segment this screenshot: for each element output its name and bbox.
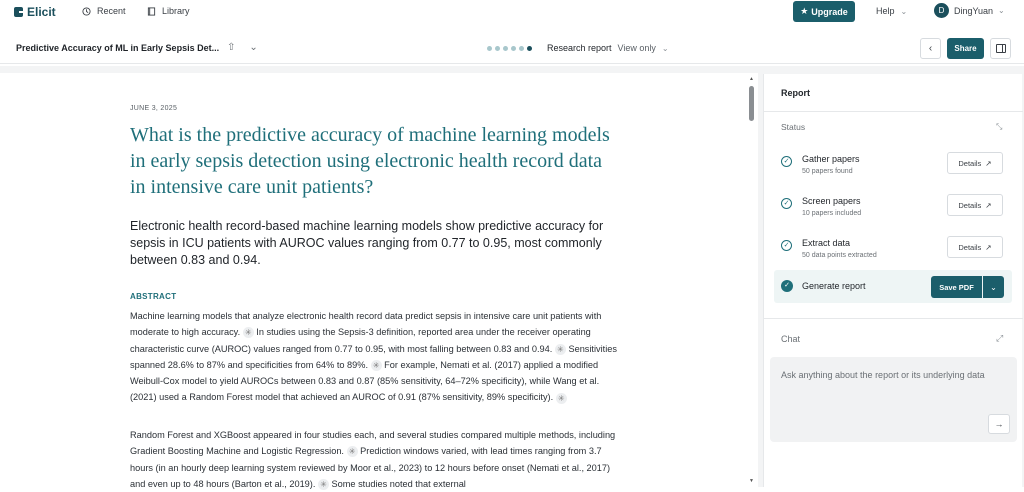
abstract-sentence: In studies using the Sepsis-3 definition, reported area under the receiver operating characteristic curve (AUROC) values ranged from 0.77 to 0.95, with most falling between 0.83 and 0.94. xyxy=(130,327,591,354)
chat-label: Chat xyxy=(781,334,801,344)
details-button[interactable] xyxy=(947,236,1003,258)
details-button[interactable] xyxy=(947,194,1003,216)
divider xyxy=(764,318,1023,319)
clock-icon xyxy=(82,7,91,16)
chevron-down-icon: ⌄ xyxy=(661,43,669,53)
progress-dot xyxy=(519,46,524,51)
chevron-down-icon: ⌄ xyxy=(998,6,1005,15)
report-summary: Electronic health record-based machine learning models show predictive accuracy for sepsis in ICU patients with AUROC values ranging from 0.77 to 0.95, most commonly between 0.83 and 0.94. xyxy=(130,219,604,267)
abstract-sentence: Sensitivities spanned 28.6% to 87% and specificities from 64% to 89%. xyxy=(130,343,617,370)
citation-marker[interactable]: ✳ xyxy=(555,344,566,355)
arrow-up-right-icon: ↗ xyxy=(985,200,992,210)
save-pdf-dropdown[interactable] xyxy=(983,276,1004,298)
abstract-paragraph-1 xyxy=(130,308,620,406)
avatar: D xyxy=(934,3,949,18)
details-label: Details xyxy=(958,200,982,210)
elicit-logo-icon xyxy=(14,7,23,17)
step-name: Screen papers xyxy=(802,196,861,206)
help-label: Help xyxy=(876,6,895,16)
step-gather-papers xyxy=(781,152,1011,188)
share-button[interactable]: Share xyxy=(947,38,984,59)
chevron-down-icon: ⌄ xyxy=(990,282,997,292)
arrow-up-right-icon: ↗ xyxy=(985,158,992,168)
progress-dot xyxy=(511,46,516,51)
citation-marker[interactable]: ✳ xyxy=(347,446,358,457)
abstract-sentence: Machine learning models that analyze electronic health record data predict sepsis in intensive care unit patients with moderate to high accuracy. xyxy=(130,311,602,338)
abstract-sentence: Some studies noted that external xyxy=(331,478,466,489)
check-circle-icon: ✓ xyxy=(781,240,792,251)
citation-marker[interactable]: ✳ xyxy=(243,327,254,338)
divider xyxy=(764,111,1023,112)
logo-text: Elicit xyxy=(27,5,56,19)
mode-label: Research report xyxy=(547,43,612,53)
arrow-up-right-icon: ↗ xyxy=(985,242,992,252)
report-sidebar xyxy=(763,74,1022,487)
collapse-icon[interactable]: ⤡ xyxy=(996,122,1003,131)
abstract-heading: ABSTRACT xyxy=(130,292,177,301)
document-title[interactable]: Predictive Accuracy of ML in Early Sepsis Det... xyxy=(16,43,220,53)
chevron-down-icon[interactable]: ⌄ xyxy=(249,42,258,53)
abstract-paragraph-2 xyxy=(130,427,620,492)
view-only-label: View only xyxy=(617,43,656,53)
chat-input[interactable] xyxy=(770,357,1017,442)
step-screen-papers xyxy=(781,194,1011,230)
sidebar-panel-icon xyxy=(996,44,1006,53)
title-actions xyxy=(227,42,258,53)
elicit-logo[interactable] xyxy=(14,5,56,19)
step-subtitle: 50 papers found xyxy=(802,168,853,175)
scroll-up-arrow[interactable]: ▲ xyxy=(749,76,754,82)
nav-recent-label: Recent xyxy=(97,6,126,16)
book-icon xyxy=(147,7,156,16)
upgrade-label: Upgrade xyxy=(811,6,848,17)
citation-marker[interactable]: ✳ xyxy=(371,360,382,371)
main-scrollbar[interactable] xyxy=(749,86,754,121)
step-generate-report xyxy=(774,270,1012,303)
scroll-down-arrow[interactable]: ▼ xyxy=(749,478,754,484)
top-bar xyxy=(0,0,1024,24)
save-pdf-button[interactable]: Save PDF xyxy=(931,276,982,298)
chevron-left-icon: ‹ xyxy=(928,43,933,54)
toggle-panel-button[interactable] xyxy=(990,38,1011,59)
details-label: Details xyxy=(958,242,982,252)
step-extract-data xyxy=(781,236,1011,272)
progress-dot xyxy=(487,46,492,51)
progress-dot-active xyxy=(527,46,532,51)
details-button[interactable] xyxy=(947,152,1003,174)
check-circle-icon: ✓ xyxy=(781,198,792,209)
citation-marker[interactable]: ✳ xyxy=(556,393,567,404)
abstract-sentence: For example, Nemati et al. (2017) applied a modified Weibull-Cox model to yield AUROCs between 0.83 and 0.87 (85% sensitivity, 64–72% specificity), while Wang et al. (2021) used a Random Forest model that achieved an AUROC of 0.91 (87% sensitivity, 89% specificity). xyxy=(130,359,600,403)
abstract-sentence: Random Forest and XGBoost appeared in four studies each, and several studies compared multiple methods, including Gradient Boosting Machine and Logistic Regression. xyxy=(130,430,616,457)
check-circle-icon: ✓ xyxy=(781,156,792,167)
report-date: JUNE 3, 2025 xyxy=(130,105,178,112)
citation-marker[interactable]: ✳ xyxy=(318,479,329,490)
star-icon: ★ xyxy=(800,6,809,16)
status-label: Status xyxy=(781,122,806,132)
details-label: Details xyxy=(958,158,982,168)
progress-dots xyxy=(487,46,532,51)
step-name: Generate report xyxy=(802,281,866,291)
user-menu[interactable] xyxy=(934,3,1005,18)
nav-library[interactable] xyxy=(147,6,190,16)
back-button[interactable] xyxy=(920,38,941,59)
user-name: DingYuan xyxy=(954,5,994,16)
step-subtitle: 50 data points extracted xyxy=(802,252,877,259)
send-button[interactable] xyxy=(988,414,1010,434)
abstract-sentence: Prediction windows varied, with lead times ranging from 3.7 hours (in an hourly deep learning system reviewed by Moor et al., 2023) to 12 hours before onset (Nemati et al., 2017) and even up to 48 hours (Barton et al., 2019). xyxy=(130,446,611,489)
step-subtitle: 10 papers included xyxy=(802,210,862,217)
arrow-right-icon: → xyxy=(994,419,1004,429)
document-toolbar xyxy=(0,34,1024,64)
mode-selector[interactable] xyxy=(547,43,669,53)
progress-dot xyxy=(495,46,500,51)
expand-icon[interactable]: ⤢ xyxy=(996,333,1004,343)
nav-recent[interactable] xyxy=(82,6,126,16)
nav-library-label: Library xyxy=(162,6,190,16)
chevron-down-icon: ⌄ xyxy=(900,6,908,16)
sidebar-title: Report xyxy=(781,88,810,98)
help-menu[interactable] xyxy=(876,6,907,16)
research-question: What is the predictive accuracy of machine learning models in early sepsis detection using electronic health record data in intensive care unit patients? xyxy=(130,124,610,198)
step-name: Extract data xyxy=(802,238,851,248)
upgrade-button[interactable] xyxy=(793,1,855,22)
progress-dot xyxy=(503,46,508,51)
step-name: Gather papers xyxy=(802,154,860,164)
chat-placeholder: Ask anything about the report or its underlying data xyxy=(781,370,985,380)
share-upload-icon[interactable]: ⇧ xyxy=(227,42,236,53)
check-circle-filled-icon: ✓ xyxy=(781,280,793,292)
